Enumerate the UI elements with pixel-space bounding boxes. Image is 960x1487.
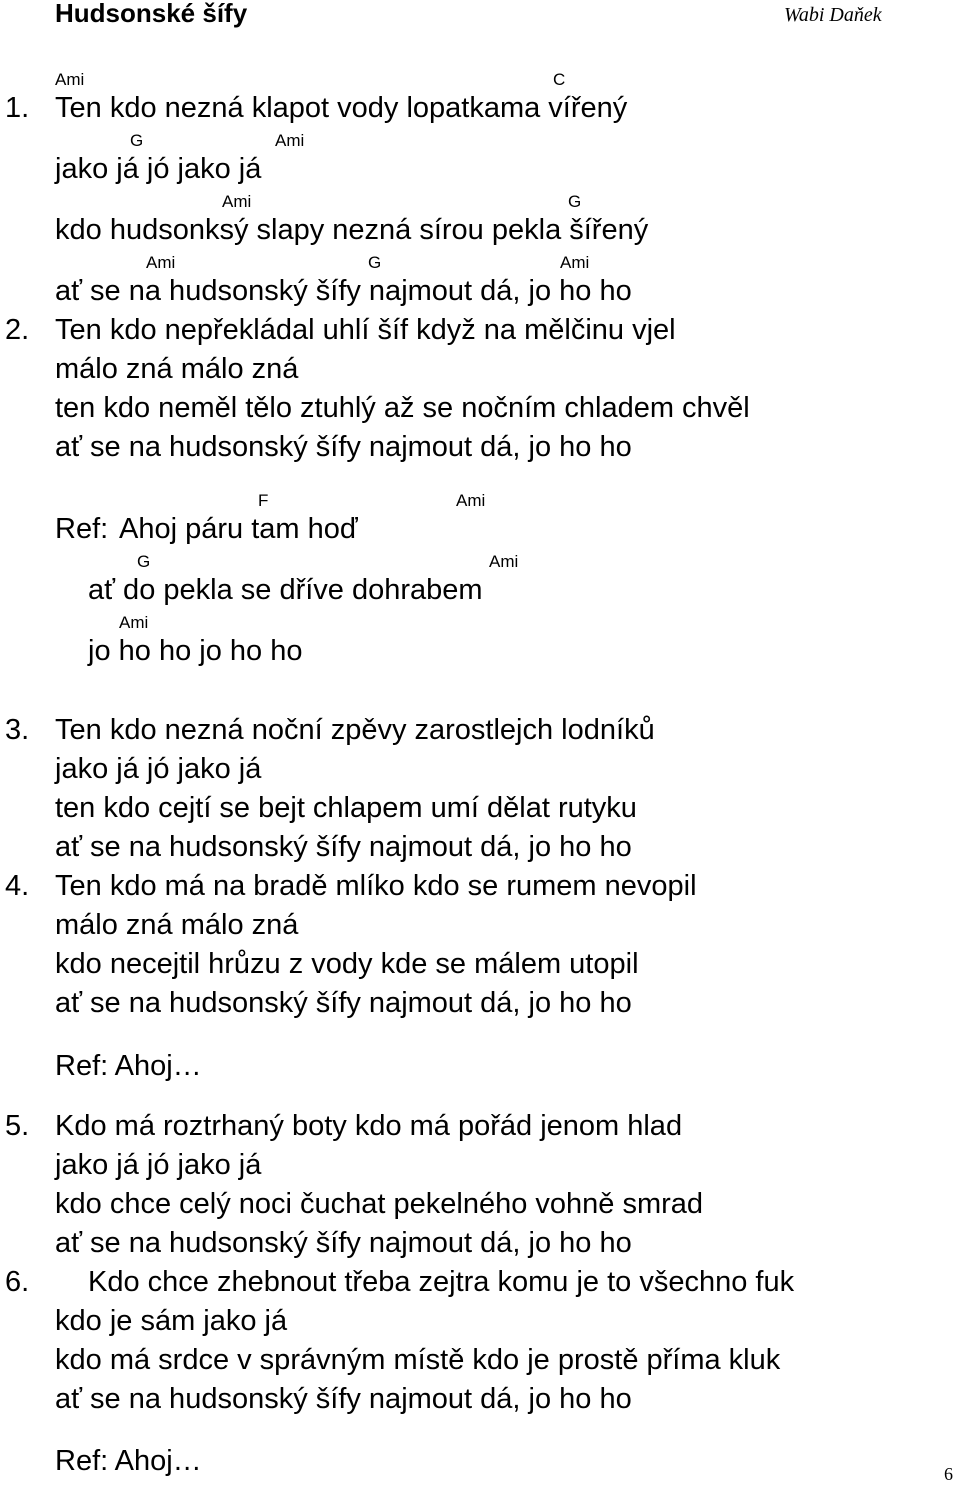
lyric-line: Ten kdo nepřekládal uhlí šíf když na mělčinu vjel [55,314,676,346]
lyric-line: jako já jó jako já [55,153,262,185]
lyric-line: Ten kdo nezná noční zpěvy zarostlejch lodníků [55,714,655,746]
lyric-line: Kdo chce zhebnout třeba zejtra komu je to všechno fuk [88,1266,795,1298]
chord: Ami [119,613,149,632]
verse-number: 5. [5,1110,30,1142]
lyric-line: Ten kdo nezná klapot vody lopatkama vířený [55,92,628,124]
verse-number: 6. [5,1266,30,1298]
lyric-line: Ahoj páru tam hoď [119,513,358,545]
chord: C [553,70,566,89]
lyric-line: Ten kdo má na bradě mlíko kdo se rumem nevopil [55,870,697,902]
lyric-line: ten kdo neměl tělo ztuhlý až se nočním chladem chvěl [55,392,750,424]
verse-number: 1. [5,92,30,124]
lyric-line: jako já jó jako já [55,753,262,785]
lyric-line: kdo hudsonksý slapy nezná sírou pekla šířený [55,214,649,246]
verse-number: 2. [5,314,30,346]
chord: Ami [222,192,252,211]
lyric-line: ať se na hudsonský šífy najmout dá, jo ho ho [55,275,632,307]
chord: Ami [146,253,176,272]
lyric-line: kdo je sám jako já [55,1305,288,1337]
refrain-reference: Ref: Ahoj… [55,1050,202,1082]
lyric-line: Kdo má roztrhaný boty kdo má pořád jenom hlad [55,1110,683,1142]
chord: G [368,253,382,272]
refrain-label: Ref: [55,513,109,545]
lyric-line: málo zná málo zná [55,353,299,385]
chord: Ami [489,552,519,571]
lyric-line: kdo necejtil hrůzu z vody kde se málem utopil [55,948,639,980]
lyric-line: jo ho ho jo ho ho [88,635,303,667]
lyric-line: ten kdo cejtí se bejt chlapem umí dělat rutyku [55,792,637,824]
verse-number: 4. [5,870,30,902]
chord: G [130,131,144,150]
chord: G [137,552,151,571]
lyric-line: ať se na hudsonský šífy najmout dá, jo ho ho [55,987,632,1019]
lyric-line: ať se na hudsonský šífy najmout dá, jo ho ho [55,1227,632,1259]
lyric-line: ať se na hudsonský šífy najmout dá, jo ho ho [55,431,632,463]
song-author: Wabi Daňek [784,4,882,26]
lyric-line: ať se na hudsonský šífy najmout dá, jo ho ho [55,1383,632,1415]
chord: F [258,491,269,510]
chord: Ami [560,253,590,272]
chord: Ami [55,70,85,89]
refrain-reference: Ref: Ahoj… [55,1445,202,1477]
lyric-line: jako já jó jako já [55,1149,262,1181]
song-title: Hudsonské šífy [55,0,248,28]
lyric-line: ať do pekla se dříve dohrabem [88,574,483,606]
page-number: 6 [944,1464,953,1484]
lyric-line: málo zná málo zná [55,909,299,941]
chord: Ami [275,131,305,150]
lyric-line: kdo chce celý noci čuchat pekelného vohně smrad [55,1188,704,1220]
verse-number: 3. [5,714,30,746]
chord: Ami [456,491,486,510]
chord: G [568,192,582,211]
lyric-line: kdo má srdce v správným místě kdo je prostě příma kluk [55,1344,781,1376]
lyric-line: ať se na hudsonský šífy najmout dá, jo ho ho [55,831,632,863]
